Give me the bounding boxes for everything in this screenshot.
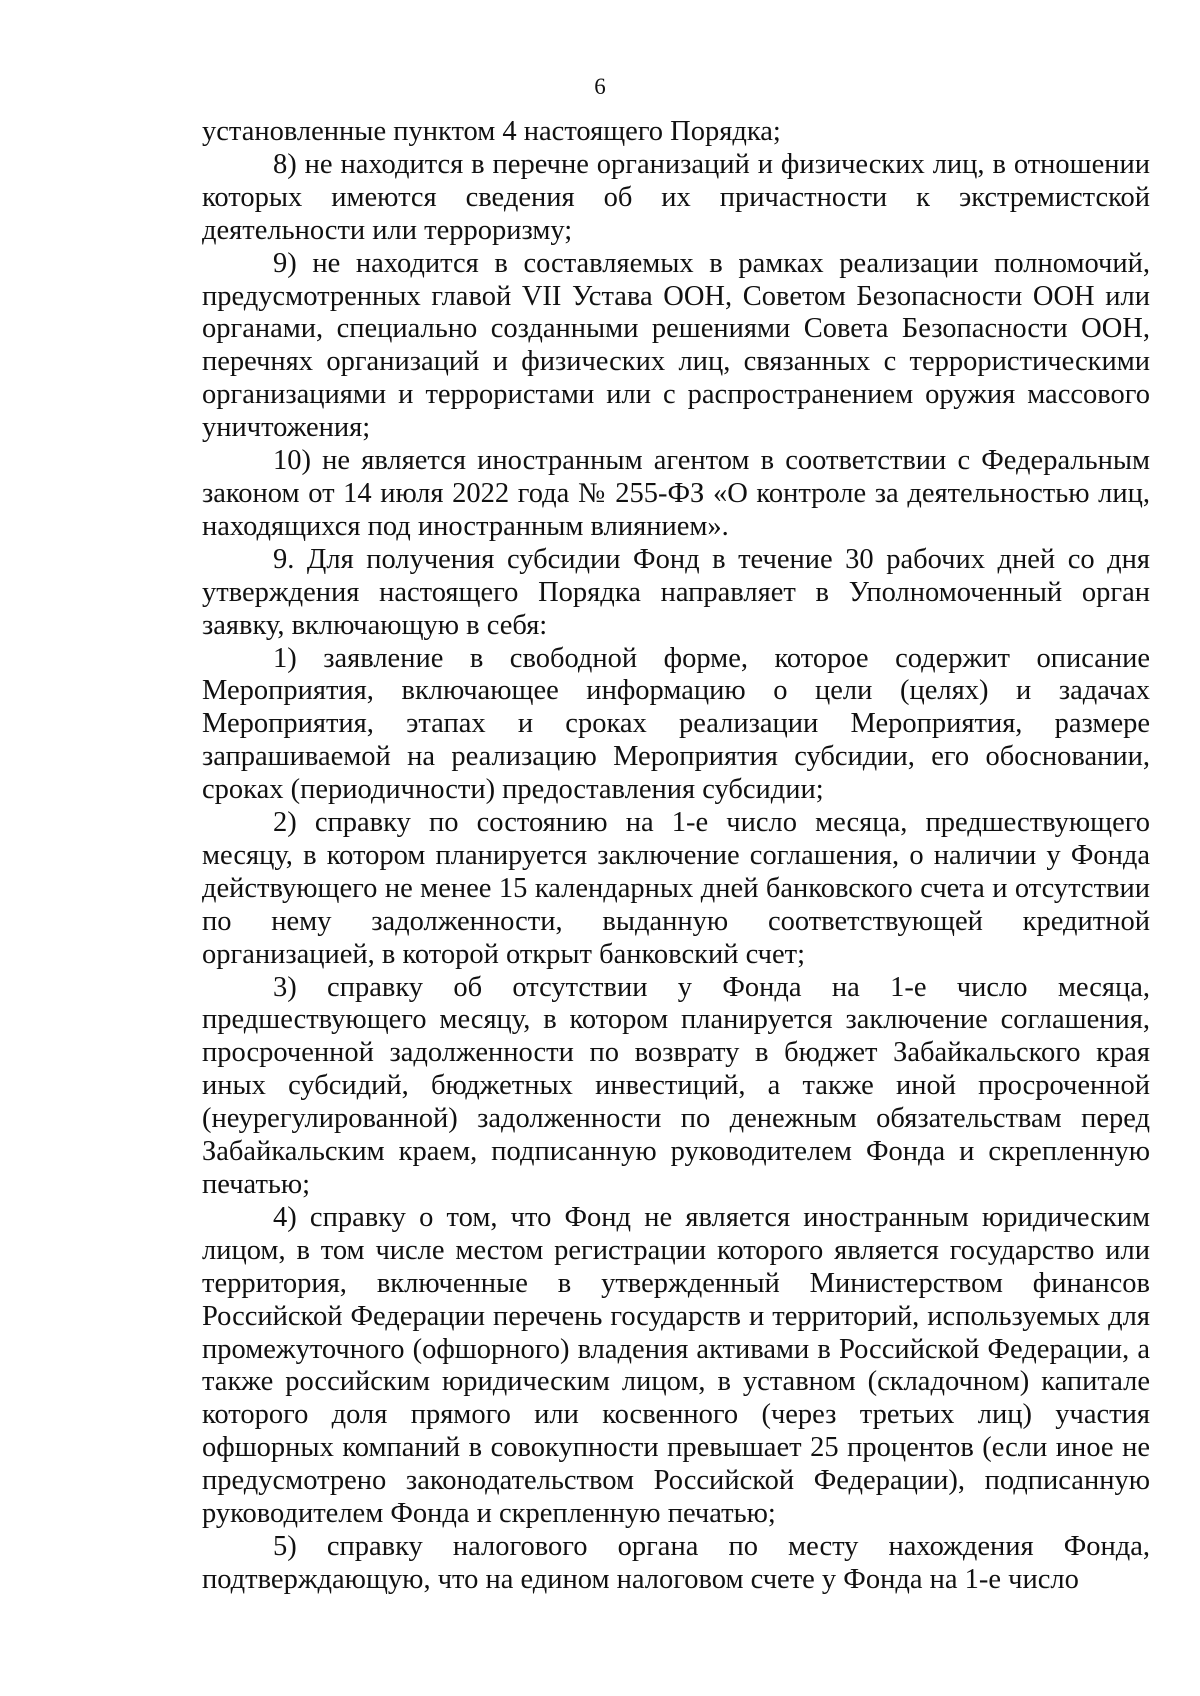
paragraph-section-9-item-5: 5) справку налогового органа по месту нахождения Фонда, подтверждающую, что на едином налоговом счете у Фонда на 1-е число bbox=[202, 1530, 1150, 1595]
paragraph-section-9-item-4: 4) справку о том, что Фонд не является иностранным юридическим лицом, в том числе местом регистрации которого является государство или территория, включенные в утвержденный Министерством финансов Российской Федерации перечень государств и территорий, используемых для промежуточного (офшорного) владения активами в Российской Федерации, а также российским юридическим лицом, в уставном (складочном) капитале которого доля прямого или косвенного (через третьих лиц) участия офшорных компаний в совокупности превышает 25 процентов (если иное не предусмотрено законодательством Российской Федерации), подписанную руководителем Фонда и скрепленную печатью; bbox=[202, 1201, 1150, 1530]
document-body bbox=[202, 116, 1150, 1597]
paragraph-item-8: 8) не находится в перечне организаций и физических лиц, в отношении которых имеются сведения об их причастности к экстремистской деятельности или терроризму; bbox=[202, 148, 1150, 246]
paragraph-section-9-item-3: 3) справку об отсутствии у Фонда на 1-е число месяца, предшествующего месяцу, в котором планируется заключение соглашения, просроченной задолженности по возврату в бюджет Забайкальского края иных субсидий, бюджетных инвестиций, а также иной просроченной (неурегулированной) задолженности по денежным обязательствам перед Забайкальским краем, подписанную руководителем Фонда и скрепленную печатью; bbox=[202, 971, 1150, 1200]
page-number: 6 bbox=[594, 74, 606, 99]
paragraph-item-9: 9) не находится в составляемых в рамках реализации полномочий, предусмотренных главой VII Устава ООН, Советом Безопасности ООН или органами, специально созданными решениями Совета Безопасности ООН, перечнях организаций и физических лиц, связанных с террористическими организациями и террористами или с распространением оружия массового уничтожения; bbox=[202, 247, 1150, 444]
paragraph-section-9-item-2: 2) справку по состоянию на 1-е число месяца, предшествующего месяцу, в котором планируется заключение соглашения, о наличии у Фонда действующего не менее 15 календарных дней банковского счета и отсутствии по нему задолженности, выданную соответствующей кредитной организацией, в которой открыт банковский счет; bbox=[202, 807, 1150, 970]
paragraph-item-10: 10) не является иностранным агентом в соответствии с Федеральным законом от 14 июля 2022 года № 255-ФЗ «О контроле за деятельностью лиц, находящихся под иностранным влиянием». bbox=[202, 445, 1150, 542]
paragraph-section-9-item-1: 1) заявление в свободной форме, которое содержит описание Мероприятия, включающее информацию о цели (целях) и задачах Мероприятия, этапах и сроках реализации Мероприятия, размере запрашиваемой на реализацию Мероприятия субсидии, его обосновании, сроках (периодичности) предоставления субсидии; bbox=[202, 642, 1150, 806]
paragraph-continuation: установленные пунктом 4 настоящего Порядка; bbox=[202, 116, 781, 147]
paragraph-section-9: 9. Для получения субсидии Фонд в течение 30 рабочих дней со дня утверждения настоящего Порядка направляет в Уполномоченный орган заявку, включающую в себя: bbox=[202, 543, 1150, 641]
